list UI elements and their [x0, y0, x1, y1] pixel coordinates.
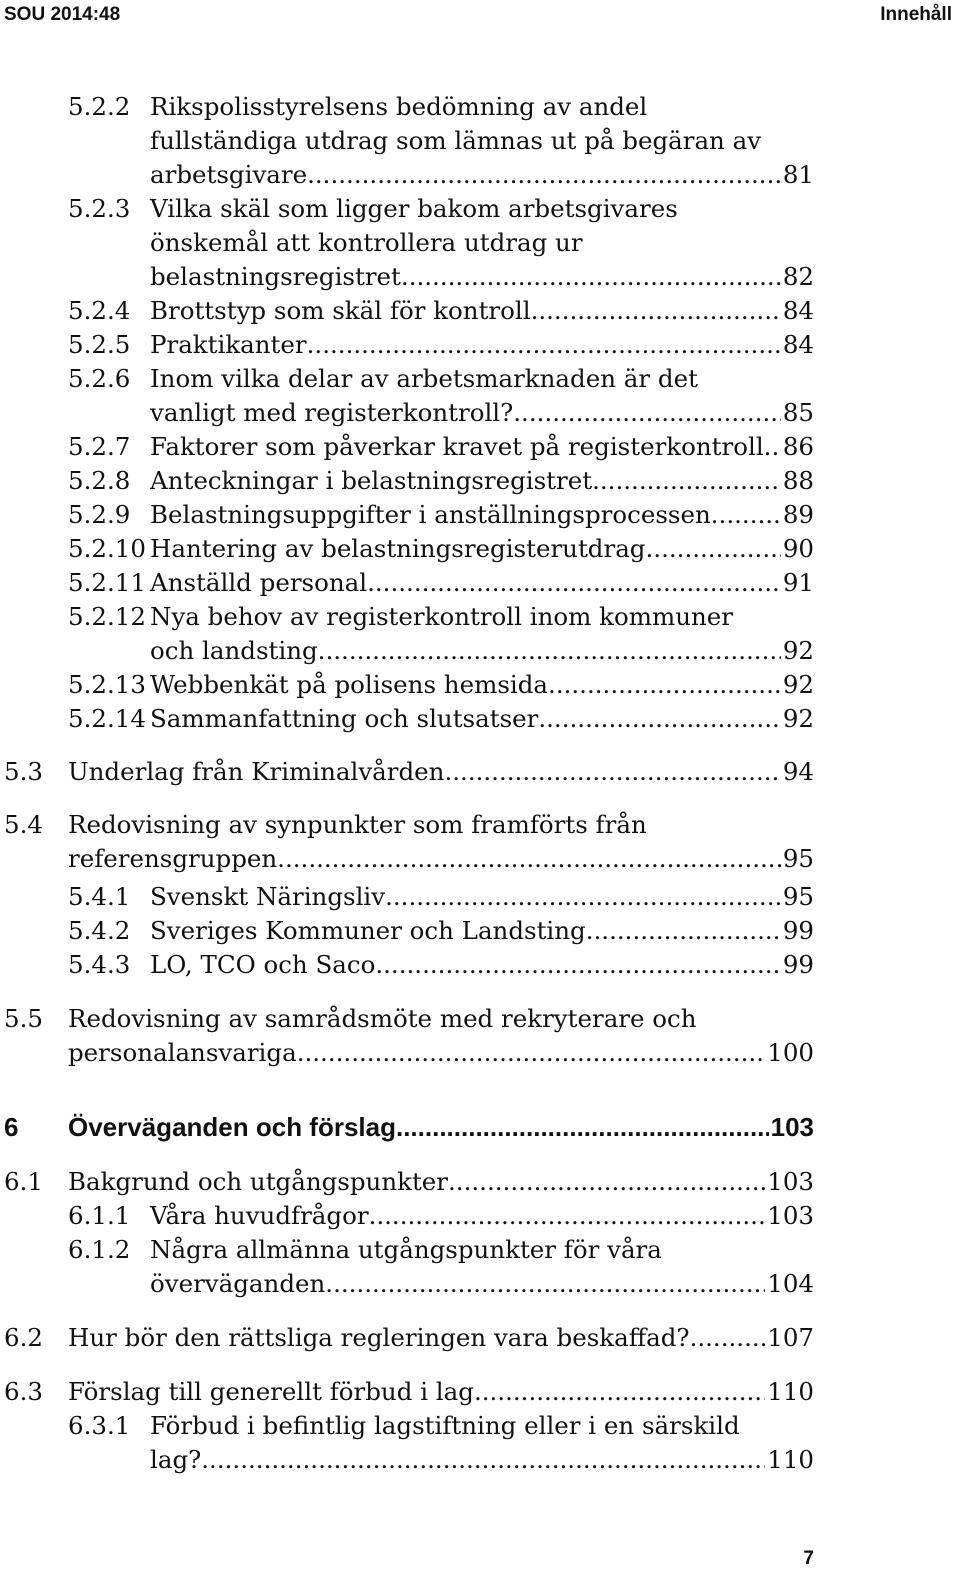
toc-entry-number: 5.4.1	[68, 882, 131, 911]
toc-entry-title-line: belastningsregistret	[150, 262, 401, 291]
toc-entry-page: 90	[782, 534, 814, 563]
toc-entry-page: 100	[767, 1038, 814, 1067]
toc-entry-number: 6	[4, 1112, 19, 1142]
toc-entry-link[interactable]	[150, 702, 814, 736]
toc-entry-title-line: Webbenkät på polisens hemsida	[150, 670, 549, 699]
dot-leader	[711, 498, 781, 532]
toc-entry-title-line: Redovisning av samrådsmöte med rekryterare och	[68, 1004, 697, 1033]
toc-entry-link[interactable]	[150, 464, 814, 498]
toc-entry-link[interactable]	[68, 1036, 814, 1070]
toc-entry-link[interactable]	[68, 1110, 814, 1144]
toc-entry-link[interactable]	[150, 634, 814, 668]
toc-entry-number: 5.4	[4, 810, 43, 839]
toc-entry-title-line: Några allmänna utgångspunkter för våra	[150, 1235, 662, 1264]
toc-entry-link[interactable]	[150, 430, 814, 464]
toc-entry-title-line: Redovisning av synpunkter som framförts från	[68, 810, 647, 839]
toc-entry-page: 88	[782, 466, 814, 495]
dot-leader	[448, 1165, 765, 1199]
toc-entry-link[interactable]	[150, 566, 814, 600]
toc-entry-number: 5.5	[4, 1004, 43, 1033]
toc-entry-number: 5.2.7	[68, 432, 131, 461]
toc-entry-link[interactable]	[150, 1267, 814, 1301]
dot-leader	[201, 1443, 765, 1477]
dot-leader	[538, 702, 780, 736]
dot-leader	[474, 1375, 765, 1409]
toc-entry-title-line: Anställd personal	[150, 568, 368, 597]
toc-entry-number: 6.1	[4, 1167, 43, 1196]
toc-entry-title-line: referensgruppen	[68, 844, 278, 873]
toc-entry-page: 85	[782, 398, 814, 427]
toc-entry-number: 5.4.2	[68, 916, 131, 945]
toc-entry-page: 103	[767, 1201, 814, 1230]
dot-leader	[764, 430, 781, 464]
toc-entry-title-line: Våra huvudfrågor	[150, 1201, 369, 1230]
toc-entry-page: 92	[782, 636, 814, 665]
toc-entry-page: 84	[782, 296, 814, 325]
running-header-right: Innehåll	[880, 4, 952, 25]
toc-entry-link[interactable]	[68, 842, 814, 876]
dot-leader	[396, 1110, 769, 1144]
toc-entry-page: 95	[782, 882, 814, 911]
dot-leader	[367, 566, 781, 600]
toc-entry-title-line: lag?	[150, 1445, 202, 1474]
toc-entry-number: 5.4.3	[68, 950, 131, 979]
toc-entry-link[interactable]	[150, 498, 814, 532]
toc-entry-title-line: Vilka skäl som ligger bakom arbetsgivares	[150, 194, 678, 223]
toc-entry-link[interactable]	[68, 1321, 814, 1355]
toc-entry-title-line: Bakgrund och utgångspunkter	[68, 1167, 449, 1196]
toc-entry-title-line: Rikspolisstyrelsens bedömning av andel	[150, 92, 648, 121]
toc-entry-link[interactable]	[150, 668, 814, 702]
toc-entry-page: 89	[782, 500, 814, 529]
toc-entry-number: 6.2	[4, 1323, 43, 1352]
toc-entry-title-line: Nya behov av registerkontroll inom kommuner	[150, 602, 733, 631]
dot-leader	[375, 948, 780, 982]
toc-entry-number: 5.2.13	[68, 670, 146, 699]
toc-entry-page: 86	[782, 432, 814, 461]
toc-entry-page: 110	[767, 1445, 814, 1474]
toc-entry-link[interactable]	[150, 1199, 814, 1233]
toc-entry-title-line: arbetsgivare	[150, 160, 308, 189]
toc-entry-number: 5.2.10	[68, 534, 146, 563]
toc-entry-link[interactable]	[150, 914, 814, 948]
toc-entry-title-line: Brottstyp som skäl för kontroll	[150, 296, 531, 325]
toc-entry-page: 95	[782, 844, 814, 873]
toc-entry-page: 103	[770, 1112, 814, 1142]
toc-entry-title-line: överväganden	[150, 1269, 326, 1298]
toc-entry-title-line: Belastningsuppgifter i anställningsprocessen	[150, 500, 711, 529]
dot-leader	[646, 532, 781, 566]
toc-entry-title-line: Förslag till generellt förbud i lag	[68, 1377, 474, 1406]
dot-leader	[277, 842, 781, 876]
toc-entry-link[interactable]	[150, 328, 814, 362]
toc-entry-page: 92	[782, 704, 814, 733]
toc-entry-link[interactable]	[150, 1443, 814, 1477]
dot-leader	[592, 464, 781, 498]
toc-entry-title-line: Sammanfattning och slutsatser	[150, 704, 539, 733]
toc-entry-number: 5.2.9	[68, 500, 131, 529]
toc-entry-page: 91	[782, 568, 814, 597]
toc-entry-page: 81	[782, 160, 814, 189]
toc-entry-number: 6.1.2	[68, 1235, 131, 1264]
toc-entry-number: 5.2.6	[68, 364, 131, 393]
toc-entry-link[interactable]	[150, 396, 814, 430]
dot-leader	[307, 158, 781, 192]
toc-entry-title-line: Hur bör den rättsliga regleringen vara beskaffad?	[68, 1323, 690, 1352]
dot-leader	[401, 260, 781, 294]
toc-entry-link[interactable]	[150, 532, 814, 566]
toc-entry-number: 5.2.12	[68, 602, 146, 631]
toc-entry-title-line: Underlag från Kriminalvården	[68, 757, 445, 786]
toc-entry-number: 5.2.14	[68, 704, 146, 733]
toc-entry-title-line: Anteckningar i belastningsregistret	[150, 466, 593, 495]
dot-leader	[369, 1199, 766, 1233]
toc-entry-number: 5.2.4	[68, 296, 131, 325]
dot-leader	[307, 328, 781, 362]
toc-entry-link[interactable]	[150, 294, 814, 328]
toc-entry-title-line: önskemål att kontrollera utdrag ur	[150, 228, 583, 257]
dot-leader	[586, 914, 781, 948]
toc-entry-link[interactable]	[68, 1375, 814, 1409]
toc-entry-number: 5.2.2	[68, 92, 131, 121]
running-header-left: SOU 2014:48	[4, 4, 121, 25]
toc-entry-page: 103	[767, 1167, 814, 1196]
page-number: 7	[803, 1548, 814, 1569]
toc-entry-title-line: fullständiga utdrag som lämnas ut på begäran av	[150, 126, 762, 155]
dot-leader	[531, 294, 781, 328]
toc-entry-number: 6.1.1	[68, 1201, 131, 1230]
toc-entry-link[interactable]	[150, 158, 814, 192]
toc-entry-number: 5.2.8	[68, 466, 131, 495]
dot-leader	[325, 1267, 765, 1301]
toc-entry-number: 6.3.1	[68, 1411, 131, 1440]
dot-leader	[513, 396, 781, 430]
toc-entry-link[interactable]	[68, 755, 814, 789]
toc-entry-title-line: Sveriges Kommuner och Landsting	[150, 916, 586, 945]
toc-entry-number: 5.2.5	[68, 330, 131, 359]
toc-entry-link[interactable]	[150, 880, 814, 914]
toc-entry-page: 99	[782, 950, 814, 979]
toc-entry-number: 5.2.3	[68, 194, 131, 223]
dot-leader	[318, 634, 781, 668]
toc-entry-title-line: och landsting	[150, 636, 318, 665]
dot-leader	[444, 755, 780, 789]
toc-entry-page: 92	[782, 670, 814, 699]
toc-entry-page: 84	[782, 330, 814, 359]
toc-entry-title-line: LO, TCO och Saco	[150, 950, 376, 979]
toc-entry-link[interactable]	[68, 1165, 814, 1199]
toc-entry-title-line: Förbud i befintlig lagstiftning eller i en särskild	[150, 1411, 740, 1440]
toc-entry-page: 99	[782, 916, 814, 945]
toc-entry-number: 5.3	[4, 757, 43, 786]
toc-entry-page: 107	[767, 1323, 814, 1352]
dot-leader	[548, 668, 781, 702]
toc-entry-link[interactable]	[150, 260, 814, 294]
toc-entry-title-line: Faktorer som påverkar kravet på registerkontroll	[150, 432, 764, 461]
toc-entry-title-line: personalansvariga	[68, 1038, 297, 1067]
toc-entry-title-line: Inom vilka delar av arbetsmarknaden är det	[150, 364, 698, 393]
toc-entry-title-line: Praktikanter	[150, 330, 307, 359]
toc-entry-title-line: Hantering av belastningsregisterutdrag	[150, 534, 646, 563]
toc-entry-link[interactable]	[150, 948, 814, 982]
toc-entry-page: 104	[767, 1269, 814, 1298]
dot-leader	[690, 1321, 766, 1355]
toc-entry-title-line: vanligt med registerkontroll?	[150, 398, 514, 427]
dot-leader	[297, 1036, 766, 1070]
toc-entry-page: 110	[767, 1377, 814, 1406]
toc-entry-page: 82	[782, 262, 814, 291]
toc-entry-page: 94	[782, 757, 814, 786]
toc-entry-number: 5.2.11	[68, 568, 146, 597]
toc-entry-title-line: Svenskt Näringsliv	[150, 882, 386, 911]
toc-entry-title-line: Överväganden och förslag	[68, 1112, 396, 1142]
dot-leader	[385, 880, 781, 914]
toc-entry-number: 6.3	[4, 1377, 43, 1406]
